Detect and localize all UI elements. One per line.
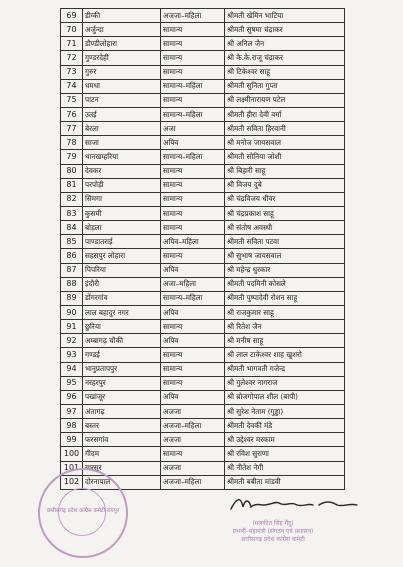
category-cell: सामान्य [161, 362, 225, 376]
table-row [61, 419, 345, 433]
category-cell: अपिव–महिला [161, 235, 225, 249]
candidate-name-cell: श्री उद्देश्वर मरकाम [225, 433, 345, 447]
category-cell: सामान्य [161, 447, 225, 461]
table-row [61, 79, 345, 93]
category-cell: सामान्य [161, 164, 225, 178]
category-cell: सामान्य [161, 178, 225, 192]
row-number-cell: 70 [61, 23, 83, 37]
place-name-cell: अर्जुन्दा [83, 23, 161, 37]
candidate-name-cell: श्री मनोज जायसवाल [225, 136, 345, 150]
category-cell: अजजा–महिला [161, 475, 225, 489]
row-number-cell: 90 [61, 305, 83, 319]
category-cell: सामान्य [161, 93, 225, 107]
category-cell: अपिव [161, 305, 225, 319]
category-cell: सामान्य–महिला [161, 291, 225, 305]
table-row [61, 320, 345, 334]
category-cell: सामान्य [161, 221, 225, 235]
candidate-name-cell: श्रीमती सोनिया जोशी [225, 150, 345, 164]
row-number-cell: 77 [61, 122, 83, 136]
candidate-name-cell: श्रीमती सविता पटवा [225, 235, 345, 249]
official-seal [38, 468, 128, 558]
row-number-cell: 91 [61, 320, 83, 334]
candidate-name-cell: श्री नीतेश नेगी [225, 461, 345, 475]
category-cell: सामान्य [161, 51, 225, 65]
candidate-name-cell: श्री सुभाष जायसवाल [225, 249, 345, 263]
place-name-cell: देवकर [83, 164, 161, 178]
row-number-cell: 92 [61, 334, 83, 348]
place-name-cell: अंतागढ़ [83, 404, 161, 418]
candidate-name-cell: श्री बिहारी साहू [225, 164, 345, 178]
category-cell: अजजा–महिला [161, 419, 225, 433]
category-cell: सामान्य [161, 23, 225, 37]
candidate-name-cell: श्रीमती हीरा देवी वर्मा [225, 107, 345, 121]
candidate-name-cell: श्री महेन्द्र धुरकार [225, 263, 345, 277]
candidate-name-cell: श्री चंद्रप्रकाश साहू [225, 206, 345, 220]
row-number-cell: 78 [61, 136, 83, 150]
category-cell: अजजा [161, 404, 225, 418]
candidate-name-cell: श्री सुरेश नेताम (गुड्डा) [225, 404, 345, 418]
place-name-cell: थानखम्हरिया [83, 150, 161, 164]
category-cell: सामान्य [161, 249, 225, 263]
table-row [61, 150, 345, 164]
category-cell: सामान्य [161, 192, 225, 206]
candidate-name-cell: श्रीमती सविता हिरवानी [225, 122, 345, 136]
table-row [61, 178, 345, 192]
candidate-name-cell: श्रीमती सुनिता गुप्ता [225, 79, 345, 93]
table-row [61, 107, 345, 121]
row-number-cell: 81 [61, 178, 83, 192]
row-number-cell: 97 [61, 404, 83, 418]
table-row [61, 23, 345, 37]
signatory-block [198, 520, 348, 544]
table-row [61, 362, 345, 376]
category-cell: सामान्य–महिला [161, 79, 225, 93]
row-number-cell: 100 [61, 447, 83, 461]
place-name-cell: सिमगा [83, 192, 161, 206]
row-number-cell: 88 [61, 277, 83, 291]
category-cell: सामान्य–महिला [161, 107, 225, 121]
candidate-name-cell: श्रीमती सुषमा चंद्राकर [225, 23, 345, 37]
candidate-name-cell: श्री रविश सुराणा [225, 447, 345, 461]
place-name-cell: फरसगांव [83, 433, 161, 447]
category-cell: सामान्य [161, 65, 225, 79]
table-row [61, 235, 345, 249]
row-number-cell: 69 [61, 9, 83, 23]
row-number-cell: 71 [61, 37, 83, 51]
place-name-cell: बोड़ला [83, 221, 161, 235]
place-name-cell: डीग्की [83, 9, 161, 23]
place-name-cell: लाल बहादुर नगर [83, 305, 161, 319]
place-name-cell: बेरला [83, 122, 161, 136]
category-cell: अपिव [161, 334, 225, 348]
table-row [61, 192, 345, 206]
candidate-name-cell: श्रीमती देवकी मंडे [225, 419, 345, 433]
candidate-name-cell: श्रीमती बबीता मांडवी [225, 475, 345, 489]
place-name-cell: पाटन [83, 93, 161, 107]
row-number-cell: 76 [61, 107, 83, 121]
table-row [61, 221, 345, 235]
candidate-name-cell: श्री लक्ष्मीनारायण पटेल [225, 93, 345, 107]
candidate-name-cell: श्री रितेश जैन [225, 320, 345, 334]
candidate-name-cell: श्रीमती पदमिनी कोसले [225, 277, 345, 291]
table-row [61, 263, 345, 277]
row-number-cell: 87 [61, 263, 83, 277]
row-number-cell: 94 [61, 362, 83, 376]
category-cell: अजा–महिला [161, 277, 225, 291]
nominee-table [60, 8, 345, 490]
candidate-name-cell: श्री लाल टाकेश्वर शाह खुशरो [225, 348, 345, 362]
row-number-cell: 86 [61, 249, 83, 263]
place-name-cell: धमधा [83, 79, 161, 93]
place-name-cell: गुण्डरदेही [83, 51, 161, 65]
row-number-cell: 96 [61, 390, 83, 404]
signature-image [227, 493, 367, 515]
table-row [61, 348, 345, 362]
place-name-cell: नरहरपुर [83, 376, 161, 390]
table-row [61, 334, 345, 348]
place-name-cell: डोंगरगांव [83, 291, 161, 305]
table-row [61, 390, 345, 404]
place-name-cell: गीदम [83, 447, 161, 461]
table-row [61, 305, 345, 319]
table-row [61, 65, 345, 79]
row-number-cell: 95 [61, 376, 83, 390]
candidate-name-cell: श्री के.के.राजू चंद्राकर [225, 51, 345, 65]
table-row [61, 136, 345, 150]
place-name-cell: डौण्डीलोहारा [83, 37, 161, 51]
place-name-cell: पखांजूर [83, 390, 161, 404]
signatory-name: (मलकीत सिंह गैंदू) [252, 520, 294, 527]
category-cell: अजजा–महिला [161, 9, 225, 23]
candidate-name-cell: श्री टिकेश्वर साहू [225, 65, 345, 79]
place-name-cell: अम्बागढ़ चौकी [83, 334, 161, 348]
row-number-cell: 93 [61, 348, 83, 362]
category-cell: अपिव [161, 263, 225, 277]
category-cell: अपिव [161, 136, 225, 150]
row-number-cell: 82 [61, 192, 83, 206]
table-row [61, 9, 345, 23]
table-row [61, 404, 345, 418]
candidate-name-cell: श्रीमती खेमिन भाटिया [225, 9, 345, 23]
table-row [61, 93, 345, 107]
category-cell: अजा [161, 122, 225, 136]
place-name-cell: बस्तर [83, 419, 161, 433]
signatory-organization: छत्तीसगढ़ प्रदेश कांग्रेस कमेटी [241, 536, 305, 543]
table-row [61, 447, 345, 461]
table-row [61, 291, 345, 305]
row-number-cell: 79 [61, 150, 83, 164]
category-cell: अजजा [161, 433, 225, 447]
place-name-cell: गुरुर [83, 65, 161, 79]
candidate-name-cell: श्री मनीष साहू [225, 334, 345, 348]
category-cell: सामान्य [161, 206, 225, 220]
category-cell: सामान्य–महिला [161, 150, 225, 164]
table-body [61, 9, 345, 490]
row-number-cell: 83 [61, 206, 83, 220]
place-name-cell: सहसपुर लोहारा [83, 249, 161, 263]
place-name-cell: बारसूर [83, 461, 161, 475]
candidate-name-cell: श्रीमती पुष्पादेवी रोशन साहू [225, 291, 345, 305]
place-name-cell: दोरनापाल [83, 475, 161, 489]
category-cell: सामान्य [161, 320, 225, 334]
table-row [61, 51, 345, 65]
category-cell: अजजा [161, 461, 225, 475]
row-number-cell: 99 [61, 433, 83, 447]
place-name-cell: गण्डई [83, 348, 161, 362]
place-name-cell: साजा [83, 136, 161, 150]
table-row [61, 206, 345, 220]
row-number-cell: 72 [61, 51, 83, 65]
category-cell: सामान्य [161, 376, 225, 390]
candidate-name-cell: श्री गुलेश्वर नागराज [225, 376, 345, 390]
row-number-cell: 85 [61, 235, 83, 249]
place-name-cell: भानुप्रतापपुर [83, 362, 161, 376]
row-number-cell: 73 [61, 65, 83, 79]
candidate-name-cell: श्री विजय दुबे [225, 178, 345, 192]
candidate-name-cell: श्री अनिल जैन [225, 37, 345, 51]
row-number-cell: 80 [61, 164, 83, 178]
category-cell: अपिव [161, 390, 225, 404]
candidate-name-cell: श्री संतोष अवस्थी [225, 221, 345, 235]
row-number-cell: 101 [61, 461, 83, 475]
row-number-cell: 98 [61, 419, 83, 433]
table-row [61, 277, 345, 291]
table-row [61, 122, 345, 136]
category-cell: सामान्य [161, 37, 225, 51]
place-name-cell: पिपरिया [83, 263, 161, 277]
row-number-cell: 89 [61, 291, 83, 305]
candidate-name-cell: श्री राजकुमार साहू [225, 305, 345, 319]
signatory-designation: प्रभारी–महामंत्री (संगठन एवं प्रशासन) [232, 528, 314, 535]
table-row [61, 164, 345, 178]
row-number-cell: 74 [61, 79, 83, 93]
place-name-cell: पाण्डातराई [83, 235, 161, 249]
candidate-name-cell: श्री चंद्रविजय धीवर [225, 192, 345, 206]
place-name-cell: उतई [83, 107, 161, 121]
place-name-cell: छुरिया [83, 320, 161, 334]
table-row [61, 37, 345, 51]
row-number-cell: 102 [61, 475, 83, 489]
seal-text: छत्तीसगढ़ प्रदेश कांग्रेस कमेटी रायपुर [46, 508, 120, 514]
place-name-cell: इंदौरी [83, 277, 161, 291]
place-name-cell: परपोड़ी [83, 178, 161, 192]
nominee-table-container [60, 8, 344, 490]
candidate-name-cell: श्रीमती भागवती गजेन्द्र [225, 362, 345, 376]
table-row [61, 249, 345, 263]
row-number-cell: 84 [61, 221, 83, 235]
table-row [61, 376, 345, 390]
candidate-name-cell: श्री ब्रोजगोपाल शील (बापी) [225, 390, 345, 404]
place-name-cell: कुसमी [83, 206, 161, 220]
category-cell: सामान्य [161, 348, 225, 362]
table-row [61, 433, 345, 447]
row-number-cell: 75 [61, 93, 83, 107]
